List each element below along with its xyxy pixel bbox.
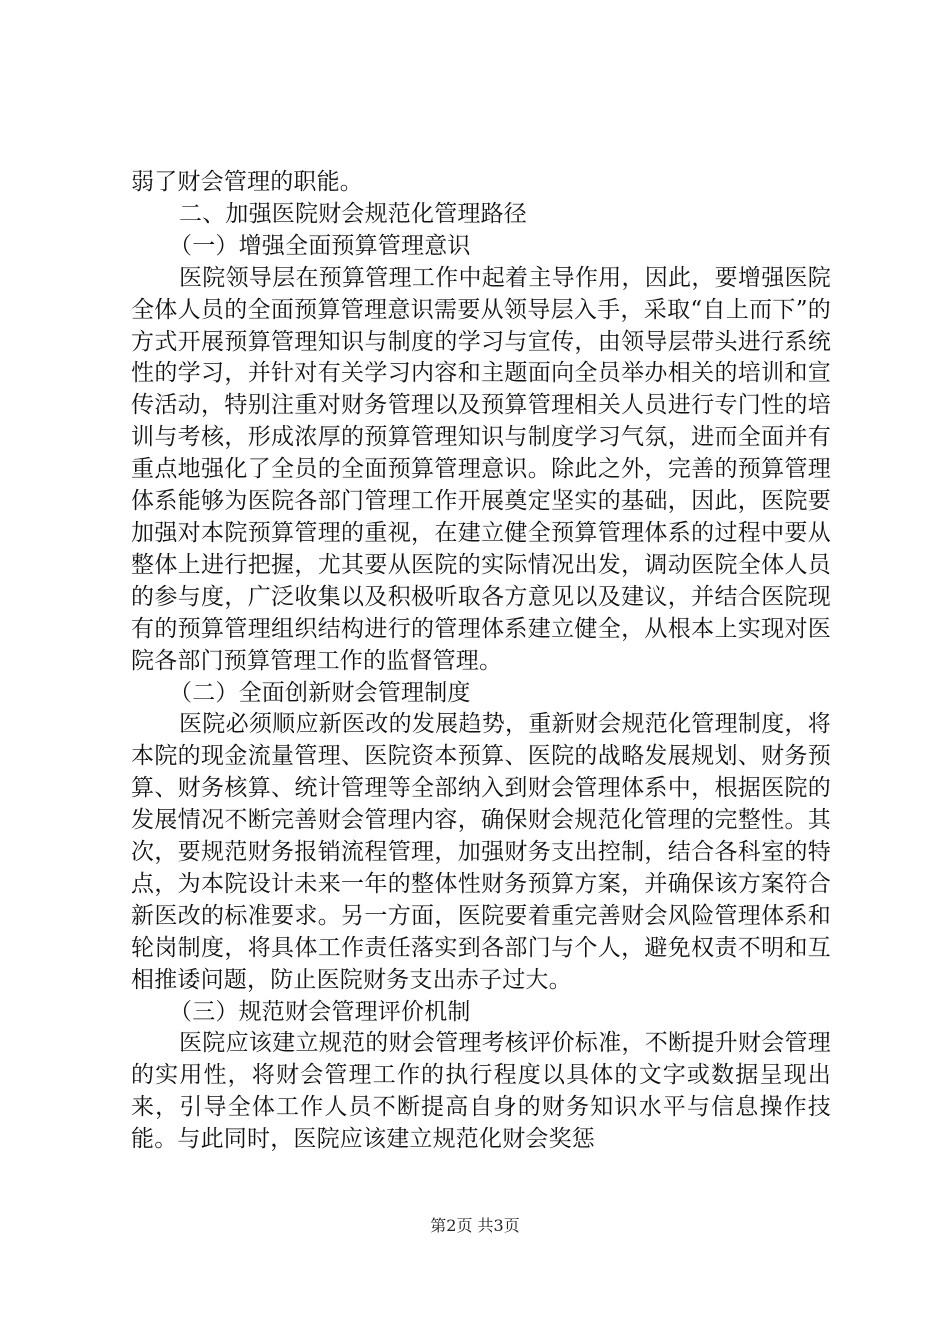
document-body bbox=[131, 167, 831, 1156]
paragraph-management-system: 医院必须顺应新医改的发展趋势，重新财会规范化管理制度，将本院的现金流量管理、医院资本预算、医院的战略发展规划、财务预算、财务核算、统计管理等全部纳入到财会管理体系中，根据医院的发展情况不断完善财会管理内容，确保财会规范化管理的完整性。其次，要规范财务报销流程管理，加强财务支出控制，结合各科室的特点，为本院设计未来一年的整体性财务预算方案，并确保该方案符合新医改的标准要求。另一方面，医院要着重完善财会风险管理体系和轮岗制度，将具体工作责任落实到各部门与个人，避免权责不明和互相推诿问题，防止医院财务支出赤子过大。 bbox=[131, 711, 831, 993]
subsection-heading-3: （三）规范财会管理评价机制 bbox=[169, 998, 471, 1025]
paragraph-evaluation-mechanism: 医院应该建立规范的财会管理考核评价标准，不断提升财会管理的实用性，将财会管理工作的执行程度以具体的文字或数据呈现出来，引导全体工作人员不断提高自身的财务知识水平与信息操作技能。与此同时，医院应该建立规范化财会奖惩 bbox=[131, 1030, 831, 1153]
section-heading-2: 二、加强医院财会规范化管理路径 bbox=[179, 200, 527, 227]
paragraph-continuation: 弱了财会管理的职能。 bbox=[131, 169, 363, 195]
subsection-heading-1: （一）增强全面预算管理意识 bbox=[169, 232, 471, 259]
subsection-heading-2: （二）全面创新财会管理制度 bbox=[169, 679, 471, 706]
paragraph-budget-awareness: 医院领导层在预算管理工作中起着主导作用，因此，要增强医院全体人员的全面预算管理意识需要从领导层入手，采取“自上而下”的方式开展预算管理知识与制度的学习与宣传，由领导层带头进行系统性的学习，并针对有关学习内容和主题面向全员举办相关的培训和宣传活动，特别注重对财务管理以及预算管理相关人员进行专门性的培训与考核，形成浓厚的预算管理知识与制度学习气氛，进而全面并有重点地强化了全员的全面预算管理意识。除此之外，完善的预算管理体系能够为医院各部门管理工作开展奠定坚实的基础，因此，医院要加强对本院预算管理的重视，在建立健全预算管理体系的过程中要从整体上进行把握，尤其要从医院的实际情况出发，调动医院全体人员的参与度，广泛收集以及积极听取各方意见以及建议，并结合医院现有的预算管理组织结构进行的管理体系建立健全，从根本上实现对医院各部门预算管理工作的监督管理。 bbox=[131, 264, 831, 674]
page-footer: 第2页 共3页 bbox=[430, 1216, 520, 1235]
